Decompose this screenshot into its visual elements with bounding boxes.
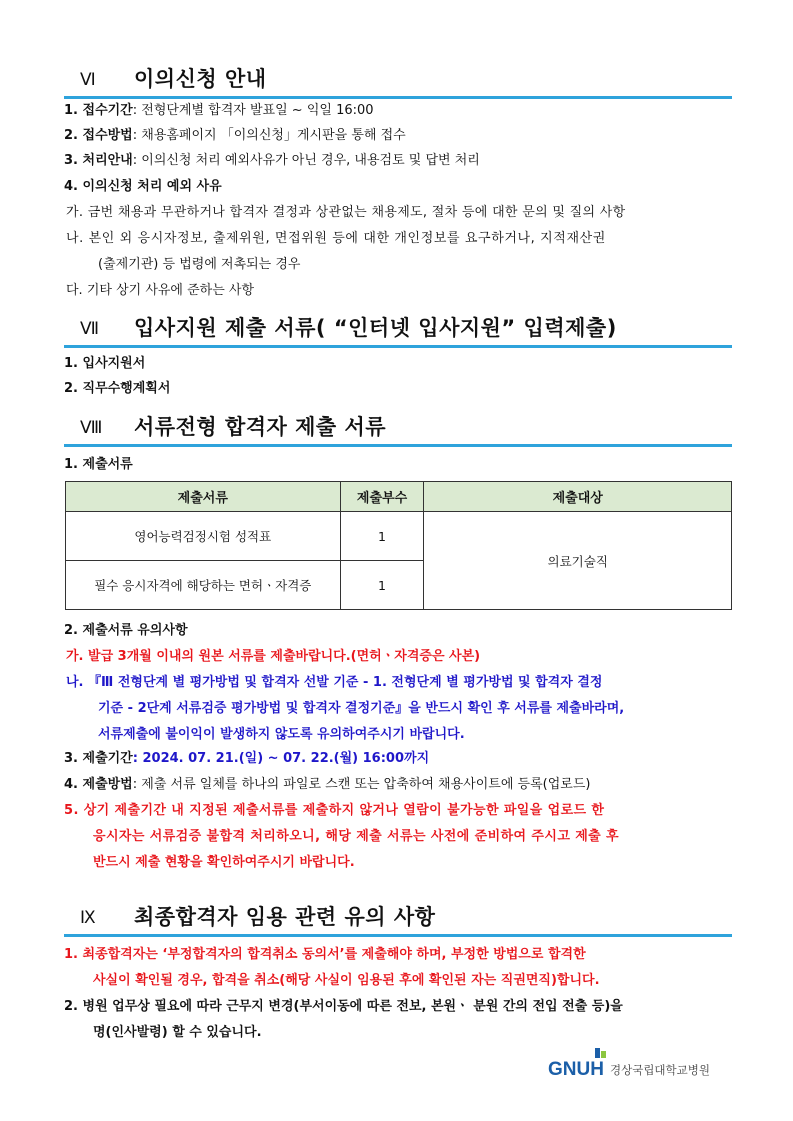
objection-processing: 3. 처리안내: 이의신청 처리 예외사유가 아닌 경우, 내용검토 및 답변 처리: [64, 153, 480, 168]
objection-exception-na-1: 나. 본인 외 응시자정보, 출제위원, 면접위원 등에 대한 개인정보를 요구하거나, 지적재산권: [66, 231, 606, 246]
submission-note-ga: 가. 발급 3개월 이내의 원본 서류를 제출바랍니다.(면허ㆍ자격증은 사본): [66, 649, 481, 664]
table-cell-count: 1: [340, 512, 424, 561]
objection-exception-ga: 가. 금번 채용과 무관하거나 합격자 결정과 상관없는 채용제도, 절차 등에 대한 문의 및 질의 사항: [66, 205, 626, 220]
final-note-1a: 1. 최종합격자는 ‘부정합격자의 합격취소 동의서’를 제출해야 하며, 부정한 방법으로 합격한: [64, 947, 586, 962]
table-header-row: [66, 482, 732, 512]
section-number: Ⅷ: [80, 418, 104, 438]
section-number: Ⅸ: [80, 908, 97, 928]
section-title: 최종합격자 임용 관련 유의 사항: [134, 905, 436, 929]
submission-warning-2: 응시자는 서류검증 불합격 처리하오니, 해당 제출 서류는 사전에 준비하여 주시고 제출 후: [93, 829, 620, 844]
objection-period: 1. 접수기간: 전형단계별 합격자 발표일 ~ 익일 16:00: [64, 103, 374, 118]
submission-method: 4. 제출방법: 제출 서류 일체를 하나의 파일로 스캔 또는 압축하여 채용사이트에 등록(업로드): [64, 777, 591, 792]
table-cell-doc: 영어능력검정시험 성적표: [66, 512, 341, 561]
submission-period: 3. 제출기간: 2024. 07. 21.(일) ~ 07. 22.(월) 16:00까지: [64, 751, 430, 766]
table-header: 제출대상: [424, 482, 732, 512]
submission-warning-1: 5. 상기 제출기간 내 지정된 제출서류를 제출하지 않거나 열람이 불가능한 파일을 업로드 한: [64, 803, 605, 818]
logo-abbr: GNUH: [548, 1059, 604, 1078]
submission-docs-heading: 1. 제출서류: [64, 457, 133, 472]
section-header-final: [64, 900, 732, 937]
hospital-logo: [548, 1048, 738, 1078]
submission-notes-heading: 2. 제출서류 유의사항: [64, 623, 188, 638]
section-number: Ⅶ: [80, 319, 101, 339]
section-title: 서류전형 합격자 제출 서류: [134, 415, 387, 439]
section-title: 입사지원 제출 서류( “인터넷 입사지원” 입력제출): [134, 316, 617, 340]
application-form: 1. 입사지원서: [64, 356, 146, 371]
objection-exception-na-2: (출제기관) 등 법령에 저촉되는 경우: [98, 257, 301, 272]
objection-exceptions-heading: 4. 이의신청 처리 예외 사유: [64, 179, 222, 194]
table-row: [66, 512, 732, 561]
submission-note-na-2: 기준 - 2단계 서류검증 평가방법 및 합격자 결정기준』을 반드시 확인 후 서류를 제출바라며,: [98, 701, 625, 716]
logo-name: 경상국립대학교병원: [610, 1063, 710, 1077]
section-number: Ⅵ: [80, 70, 97, 90]
table-cell-target: 의료기술직: [424, 512, 732, 610]
final-note-2a: 2. 병원 업무상 필요에 따라 근무지 변경(부서이동에 따른 전보, 본원ㆍ 분원 간의 전입 전출 등)을: [64, 999, 623, 1014]
section-header-application: [64, 311, 732, 348]
section-title: 이의신청 안내: [134, 67, 267, 91]
table-cell-doc: 필수 응시자격에 해당하는 면허ㆍ자격증: [66, 561, 341, 610]
submission-note-na-1: 나. 『Ⅲ 전형단계 별 평가방법 및 합격자 선발 기준 - 1. 전형단계 별 평가방법 및 합격자 결정: [66, 675, 603, 690]
submission-docs-table: [65, 481, 732, 610]
submission-warning-3: 반드시 제출 현황을 확인하여주시기 바랍니다.: [93, 855, 355, 870]
table-header: 제출부수: [340, 482, 424, 512]
table-header: 제출서류: [66, 482, 341, 512]
section-header-objection: [64, 62, 732, 99]
final-note-1b: 사실이 확인될 경우, 합격을 취소(해당 사실이 임용된 후에 확인된 자는 직권면직)합니다.: [93, 973, 600, 988]
submission-note-na-3: 서류제출에 불이익이 발생하지 않도록 유의하여주시기 바랍니다.: [98, 727, 465, 742]
job-plan: 2. 직무수행계획서: [64, 381, 171, 396]
objection-exception-da: 다. 기타 상기 사유에 준하는 사항: [66, 283, 255, 298]
table-cell-count: 1: [340, 561, 424, 610]
objection-method: 2. 접수방법: 채용홈페이지 「이의신청」게시판을 통해 접수: [64, 128, 406, 143]
logo-mark-icon: [548, 1048, 738, 1078]
final-note-2b: 명(인사발령) 할 수 있습니다.: [93, 1025, 262, 1040]
section-header-submission: [64, 410, 732, 447]
